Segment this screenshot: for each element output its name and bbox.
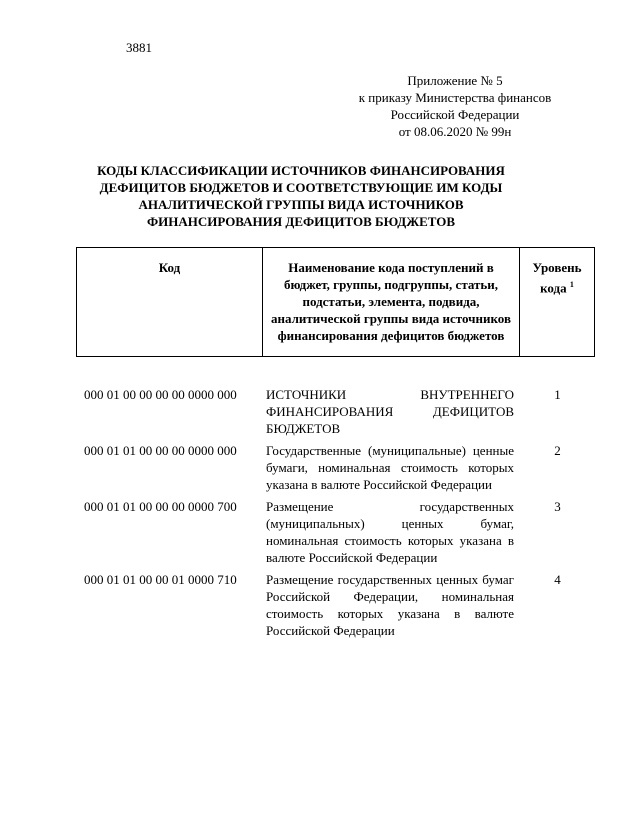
header-name: Наименование кода поступлений в бюджет, группы, подгруппы, статьи, подстатьи, элемента, подвида, аналитической группы вида источников финансирования дефицитов бюджетов [263, 248, 520, 356]
header-code: Код [77, 248, 263, 356]
row-name: ИСТОЧНИКИ ВНУТРЕННЕГО ФИНАНСИРОВАНИЯ ДЕФИЦИТОВ БЮДЖЕТОВ [266, 387, 514, 436]
appendix-line: Приложение № 5 [407, 73, 503, 88]
row-name: Государственные (муниципальные) ценные бумаги, номинальная стоимость которых указана в валюте Российской Федерации [266, 443, 514, 492]
table-body [76, 386, 595, 639]
footnote-marker: 1 [569, 280, 574, 289]
row-level: 3 [554, 499, 561, 514]
page-number: 3881 [126, 40, 152, 55]
row-level: 4 [554, 572, 561, 587]
table-header [76, 247, 595, 357]
table-row [76, 571, 595, 639]
table-row [76, 442, 595, 493]
appendix-line: к приказу Министерства финансов [358, 90, 552, 105]
row-code: 000 01 01 00 00 00 0000 000 [84, 443, 237, 458]
table-row [76, 386, 595, 437]
row-level: 2 [554, 443, 561, 458]
document-title: КОДЫ КЛАССИФИКАЦИИ ИСТОЧНИКОВ ФИНАНСИРОВАНИЯ ДЕФИЦИТОВ БЮДЖЕТОВ И СООТВЕТСТВУЮЩИЕ ИМ КОДЫ АНАЛИТИЧЕСКОЙ ГРУППЫ ВИДА ИСТОЧНИКОВ ФИНАНСИРОВАНИЯ ДЕФИЦИТОВ БЮДЖЕТОВ [97, 163, 505, 229]
appendix-line: Российской Федерации [390, 107, 520, 122]
appendix-reference [325, 72, 585, 140]
row-code: 000 01 01 00 00 00 0000 700 [84, 499, 237, 514]
header-level-label: Уровень кода [532, 260, 582, 296]
header-level [520, 248, 594, 356]
row-name: Размещение государственных (муниципальных) ценных бумаг, номинальная стоимость которых указана в валюте Российской Федерации [266, 499, 514, 565]
row-code: 000 01 01 00 00 01 0000 710 [84, 572, 237, 587]
appendix-line: от 08.06.2020 № 99н [398, 124, 512, 139]
row-level: 1 [554, 387, 561, 402]
table-row [76, 498, 595, 566]
row-name: Размещение государственных ценных бумаг Российской Федерации, номинальная стоимость которых указана в валюте Российской Федерации [266, 572, 514, 638]
row-code: 000 01 00 00 00 00 0000 000 [84, 387, 237, 402]
